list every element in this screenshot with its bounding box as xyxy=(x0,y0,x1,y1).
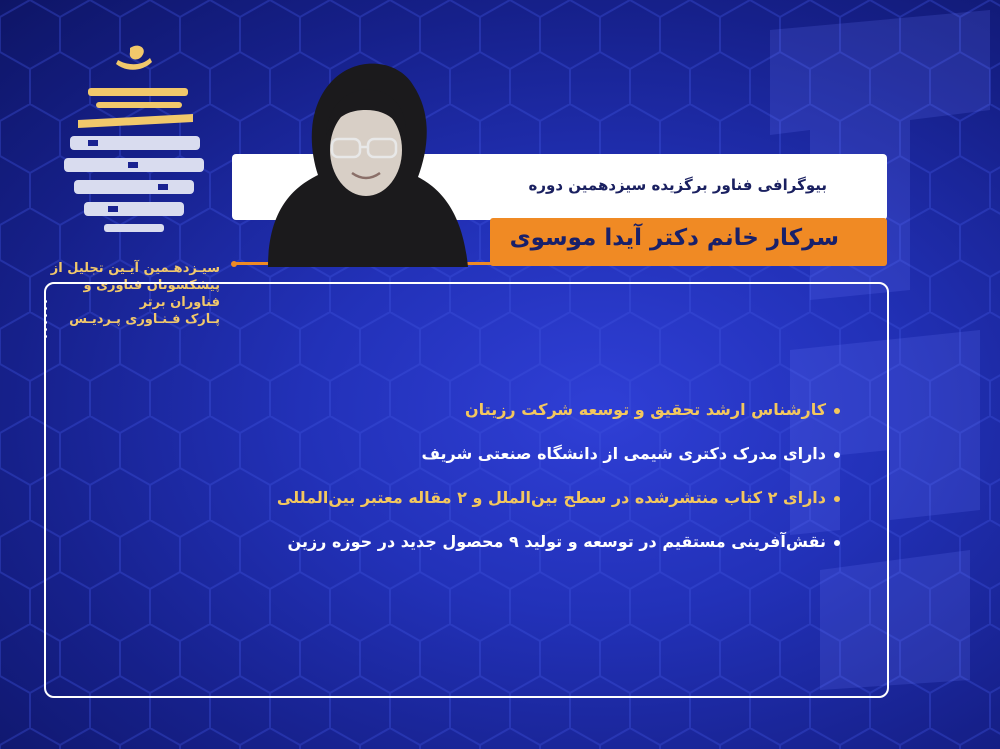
list-item: نقش‌آفرینی مستقیم در توسعه و تولید ۹ محصول جدید در حوزه رزین xyxy=(220,527,840,571)
event-logo-emblem xyxy=(48,40,223,255)
decorative-dots xyxy=(44,300,47,342)
bio-list xyxy=(220,395,840,571)
list-item: دارای ۲ کتاب منتشرشده در سطح بین‌الملل و ۲ مقاله معتبر بین‌المللی xyxy=(220,483,840,527)
logo-caption-line-1: سیـزدهـمین آیـین تجلیل از xyxy=(50,261,220,276)
portrait-photo xyxy=(248,55,478,267)
orange-dot xyxy=(231,261,237,267)
bio-subtitle: بیوگرافی فناور برگزیده سیزدهمین دوره xyxy=(528,176,827,194)
list-item: دارای مدرک دکتری شیمی از دانشگاه صنعتی شریف xyxy=(220,439,840,483)
name-banner xyxy=(490,218,887,266)
logo-caption-line-2: پیشکسوتان فناوری و فناوران برتر xyxy=(83,278,220,310)
person-name: سرکار خانم دکتر آیدا موسوی xyxy=(509,225,839,251)
logo-caption-line-3: پـارک فـنـاوری پـردیـس xyxy=(69,312,220,327)
list-item: کارشناس ارشد تحقیق و توسعه شرکت رزیتان xyxy=(220,395,840,439)
